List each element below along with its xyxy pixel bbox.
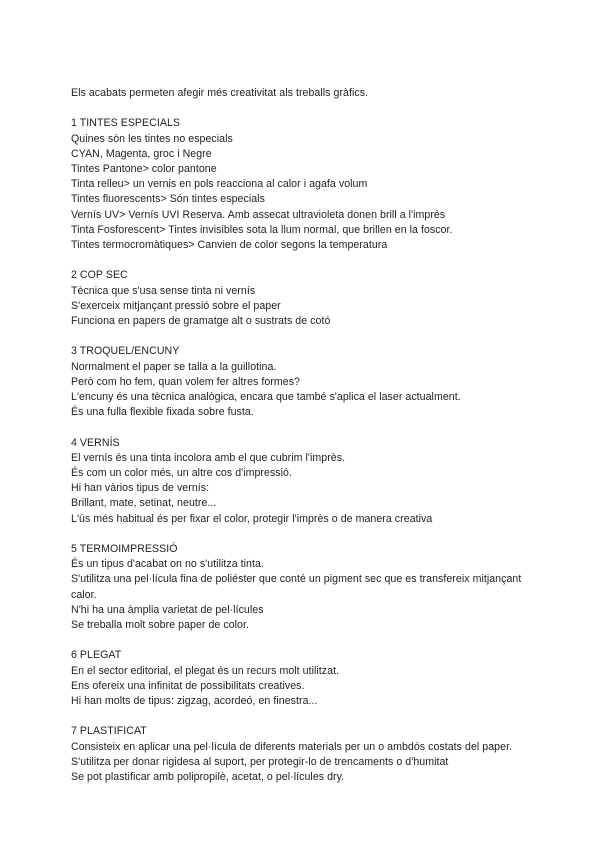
section-heading: 3 TROQUEL/ENCUNY: [71, 345, 180, 358]
text-line: Tècnica que s'usa sense tinta ni vernís: [71, 284, 256, 297]
text-line: CYAN, Magenta, groc i Negre: [71, 147, 212, 160]
text-line: Hi han vàrios tipus de vernís:: [71, 482, 210, 495]
text-line: Quines són les tintes no especials: [71, 132, 233, 145]
text-line: Se pot plastificar amb polipropilè, acetat, o pel·lícules dry.: [71, 771, 345, 784]
intro-paragraph: Els acabats permeten afegir més creativitat als treballs gràfics.: [71, 87, 369, 99]
text-line: N'hi ha una àmplia varietat de pel·lícules: [71, 603, 264, 616]
text-line: Tinta Fosforescent> Tintes invisibles sota la llum normal, que brillen en la foscor.: [71, 223, 453, 236]
section-heading: 5 TERMOIMPRESSIÓ: [71, 543, 178, 556]
text-line: Consisteix en aplicar una pel·lícula de diferents materials per un o ambdós costats del paper.: [71, 740, 513, 753]
section-vernis: [71, 436, 540, 527]
text-line: Tinta relleu> un vernis en pols reacciona al calor i agafa volum: [71, 178, 368, 191]
text-line: Però com ho fem, quan volem fer altres formes?: [71, 375, 300, 388]
text-line: S'utilitza per donar rigidesa al suport, per protegir-lo de trencaments o d'humitat: [71, 755, 449, 768]
section-heading: 7 PLASTIFICAT: [71, 725, 147, 738]
text-line: L'encuny és una tècnica analògica, encara que també s'aplica el laser actualment.: [71, 391, 461, 404]
text-line: Normalment el paper se talla a la guillotina.: [71, 360, 277, 373]
section-heading: 4 VERNÍS: [71, 436, 120, 449]
text-line: És una fulla flexible fixada sobre fusta.: [71, 406, 254, 419]
text-line: En el sector editorial, el plegat és un recurs molt utilitzat.: [71, 664, 340, 677]
text-line: Tintes Pantone> color pantone: [71, 163, 217, 175]
section-plastificat: [71, 724, 540, 785]
text-line: Vernís UV> Vernís UVI Reserva. Amb assecat ultravioleta donen brill a l'imprès: [71, 208, 446, 221]
section-plegat: [71, 648, 540, 709]
text-line: Tintes fluorescents> Són tintes especials: [71, 193, 265, 206]
text-line: És com un color més, un altre cos d'impressió.: [71, 467, 292, 480]
section-termoimpressio: [71, 542, 540, 633]
text-line: El vernís és una tinta incolora amb el que cubrim l'imprès.: [71, 451, 346, 464]
section-troquel-encuny: [71, 344, 540, 420]
text-line: Ens ofereix una infinitat de possibilitats creatives.: [71, 679, 305, 692]
section-heading: 6 PLEGAT: [71, 649, 122, 662]
section-cop-sec: [71, 268, 540, 329]
text-line: Se treballa molt sobre paper de color.: [71, 619, 249, 632]
section-heading: 1 TINTES ESPECIALS: [71, 117, 181, 130]
text-line: És un tipus d'acabat on no s'utilitza tinta.: [71, 558, 264, 571]
text-line: S'utilitza una pel·lícula fina de poliéster que conté un pigment sec que es transfereix mitjançant calor.: [71, 573, 522, 601]
text-line: Tintes termocromàtiques> Canvien de color segons la temperatura: [71, 239, 388, 252]
section-heading: 2 COP SEC: [71, 269, 128, 282]
text-line: Funciona en papers de gramatge alt o sustrats de cotó: [71, 315, 331, 328]
section-tintes-especials: [71, 116, 540, 253]
text-line: S'exerceix mitjançant pressió sobre el paper: [71, 299, 281, 312]
text-line: L'ús més habitual és per fixar el color, protegir l'imprès o de manera creativa: [71, 512, 433, 525]
text-line: Brillant, mate, setinat, neutre...: [71, 497, 217, 510]
text-line: Hi han molts de tipus: zigzag, acordeó, en finestra...: [71, 695, 318, 708]
